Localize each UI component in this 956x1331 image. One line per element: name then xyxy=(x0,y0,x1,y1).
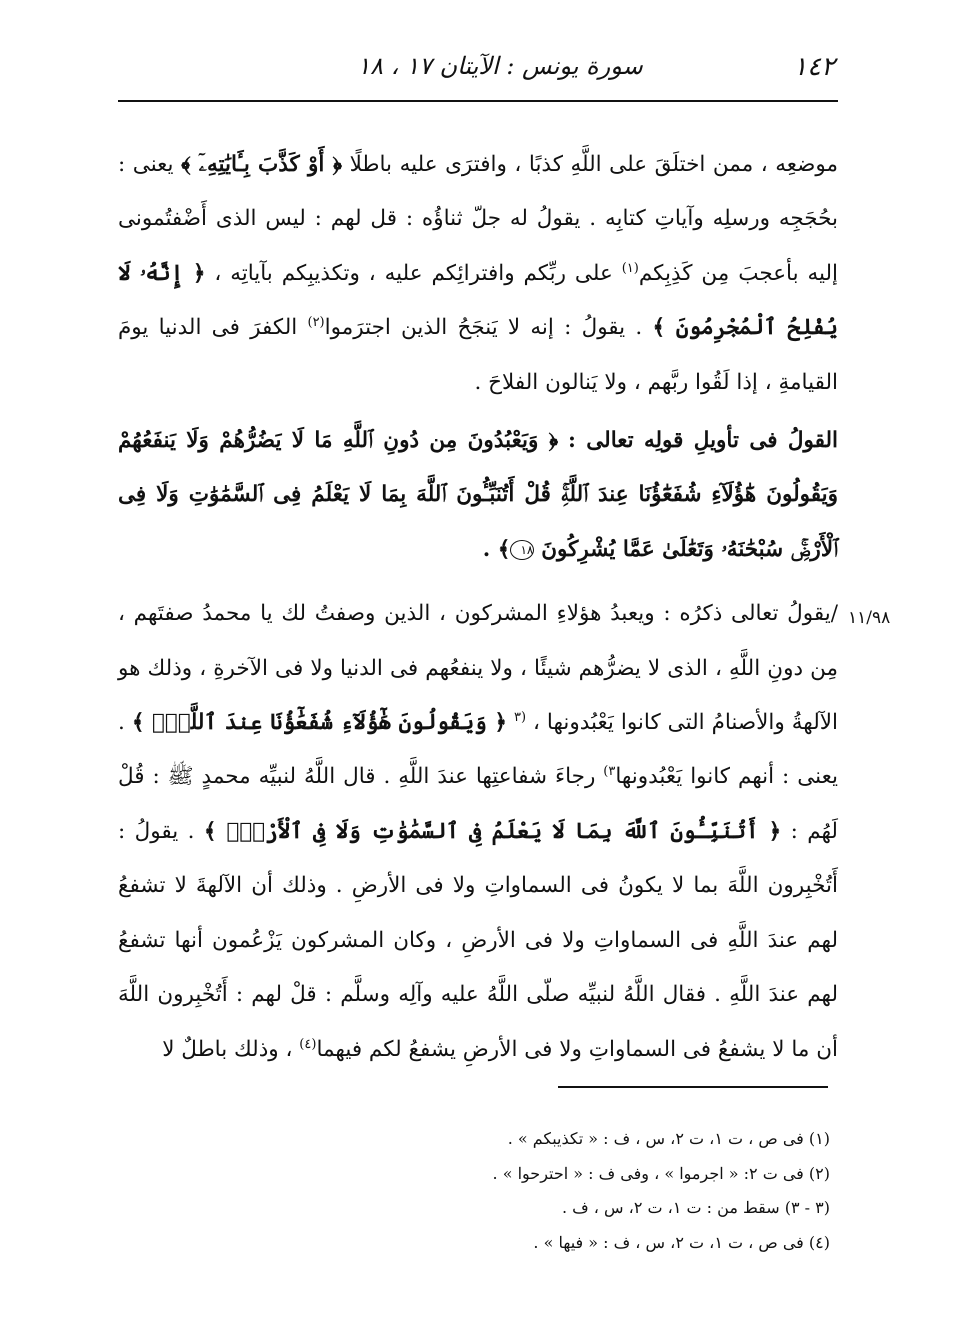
p2-text-1: /يقولُ تعالى ذكرُه : ويعبدُ هؤلاءِ المشركون ، الذين وصفتُ لك يا محمدُ صفتَهم ، مِن دونِ اللَّهِ ، الذى لا يضرُّهم شيئًا ، ولا ينفعُهم فى الدنيا ولا فى الآخرةِ ، وذلك هو الآلهةُ والأصنامُ التى كانوا يَعْبُدونها ، xyxy=(118,601,838,736)
margin-volume-page-ref: ١١/٩٨ xyxy=(848,608,891,628)
p1-quran-1: ﴿ أَوْ كَذَّبَ بِـَٔايَٰتِهِۦٓ ﴾ xyxy=(181,152,343,177)
running-header-title: سورة يونس : الآيتان ١٧ ، ١٨ xyxy=(357,52,643,80)
header-rule xyxy=(118,100,838,102)
p1-text-1: موضعِه ، ممن اختلَقَ على اللَّهِ كذبًا ، وافترَى عليه باطلًا xyxy=(349,152,839,177)
p2-text-3: رجاءَ شفاعتِها عندَ اللَّهِ . قال اللَّهُ لنبيِّه محمدٍ ﷺ : قُلْ لَهُم : xyxy=(118,764,838,844)
p2-text-4: . يقولُ : أَتُخْبِرون اللَّهَ بما لا يكونُ فى السماواتِ ولا فى الأرضِ . وذلك أن الآلهةَ لا تشفعُ لهم عندَ اللَّهِ فى السماواتِ ولا فى الأرضِ ، وكان المشركون يَزْعُمون أنها تشفعُ لهم عندَ اللَّهِ . فقال اللَّهُ لنبيِّه صلّى اللَّهُ عليه وآلِه وسلَّم : قلْ لهم : أَتُخْبِرون اللَّهَ أن ما لا يشفعُ فى السماواتِ ولا فى الأرضِ يشفعُ لكم فيهما xyxy=(118,818,838,1062)
p1-text-5: الكفرَ فى الدنيا يومَ القيامةِ ، إذا لَقُوا ربَّهم ، ولا يَنالون الفلاحَ . xyxy=(118,315,838,395)
footnote-1: (١) فى ص ، ت ١، ت ٢، س ، ف : « تكذيبكم » . xyxy=(507,1129,830,1148)
section-verse-end: ﴾ . xyxy=(482,536,511,562)
footnote-2: (٢) فى ت ٢: « اجرموا » ، وفى ف : « احترحوا » . xyxy=(492,1163,830,1183)
p1-quran-2: ﴿ إِنَّهُۥ لَا يُفْلِحُ ٱلْمُجْرِمُونَ ﴾ xyxy=(118,260,838,341)
footnote-marker-2: (٢) xyxy=(307,315,325,331)
footnote-4: (٤) فى ص ، ت ١، ت ٢، س ، ف : « فيها » . xyxy=(533,1232,830,1252)
main-text xyxy=(118,138,838,1077)
p2-text-5: ، وذلك باطلٌ لا xyxy=(162,1036,293,1062)
p2-quran-2: ﴿ أَتُنَبِّـُٔونَ ٱللَّهَ بِمَا لَا يَعْلَمُ فِى ٱلسَّمَٰوَٰتِ وَلَا فِى ٱلْأَرْضِۚ ﴾ xyxy=(203,818,782,844)
footnote-marker-1: (١) xyxy=(621,260,639,276)
section-heading-paragraph xyxy=(118,414,838,577)
footnote-3: (٣ - ٣) سقط من : ت ١، ت ٢، س ، ف . xyxy=(561,1198,830,1217)
footnotes xyxy=(400,1122,830,1260)
footnote-marker-4: (٤) xyxy=(299,1036,317,1052)
page-number: ١٤٢ xyxy=(793,52,835,82)
paragraph-1 xyxy=(118,138,838,410)
footnote-rule xyxy=(558,1086,828,1088)
p2-quran-1: ﴿ وَيَقُولُونَ هَٰٓؤُلَآءِ شُفَعَٰٓؤُنَا عِندَ ٱللَّهِۚ ﴾ xyxy=(131,710,508,736)
section-verse: ﴿ وَيَعْبُدُونَ مِن دُونِ ٱللَّهِ مَا لَا يَضُرُّهُمْ وَلَا يَنفَعُهُمْ وَيَقُولُونَ هَٰٓؤُلَآءِ شُفَعَٰٓؤُنَا عِندَ ٱللَّهِۚ قُلْ أَتُنَبِّـُٔونَ ٱللَّهَ بِمَا لَا يَعْلَمُ فِى ٱلسَّمَٰوَٰتِ وَلَا فِى ٱلْأَرْضِۚ سُبْحَٰنَهُۥ وَتَعَٰلَىٰ عَمَّا يُشْرِكُونَ xyxy=(118,428,838,562)
footnote-marker-3-close: ٣) xyxy=(603,764,616,780)
section-heading: القولُ فى تأويلِ قولِه تعالى : xyxy=(567,428,839,454)
p2-text-2: . يعنى : أنهم كانوا يَعْبُدونها xyxy=(118,710,838,790)
p1-text-2: يعنى : بحُجَجِه ورسلِه وآياتِ كتابِه . يقولُ له جلّ ثناؤُه : قل لهم : ليس الذى أَضْفتُمونى إليه بأعجبَ مِن كَذِبِكم xyxy=(118,152,838,286)
ayah-number-marker: ١٨ xyxy=(510,540,534,560)
footnote-marker-3-open: (٣ xyxy=(514,709,527,725)
p1-text-3: على ربِّكم وافترائِكم عليه ، وتكذيبِكم بآياتِه ، xyxy=(214,260,613,286)
p1-text-4: . يقولُ : إنه لا يَنجَحُ الذين اجترَموا xyxy=(324,315,643,341)
paragraph-2 xyxy=(118,587,838,1077)
